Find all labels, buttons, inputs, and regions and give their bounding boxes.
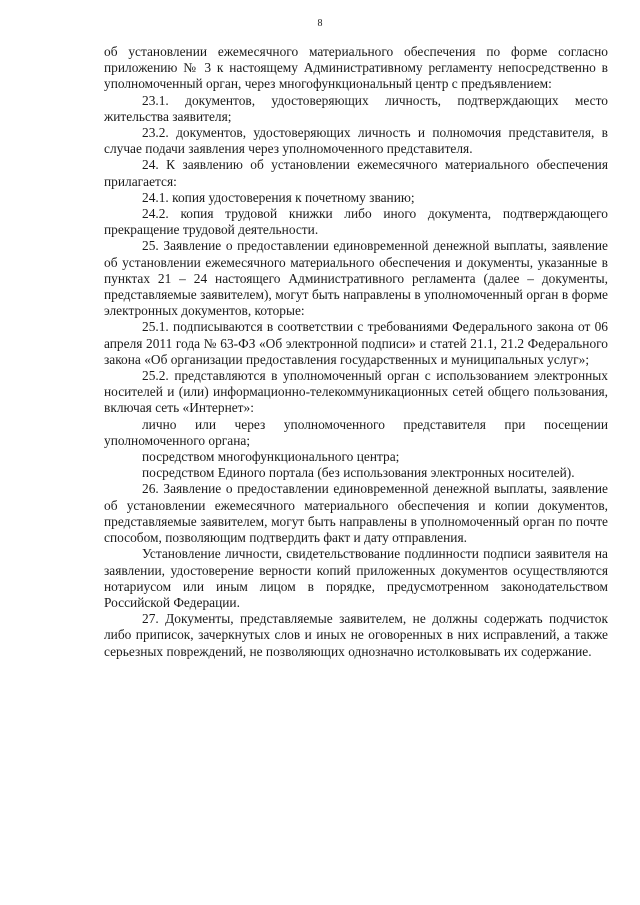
paragraph-24-2: 24.2. копия трудовой книжки либо иного документа, подтверждающего прекращение трудовой деятельности. <box>104 206 608 238</box>
paragraph-24: 24. К заявлению об установлении ежемесячного материального обеспечения прилагается: <box>104 157 608 189</box>
paragraph-25: 25. Заявление о предоставлении единовременной денежной выплаты, заявление об установлении ежемесячного материального обеспечения и документы, указанные в пунктах 21 – 24 настоящего Административного регламента (далее – документы, представляемые заявителем), могут быть направлены в уполномоченный орган в форме электронных документов, которые: <box>104 238 608 319</box>
paragraph-25-2-item-personally: лично или через уполномоченного представителя при посещении уполномоченного органа; <box>104 416 608 448</box>
paragraph-25-2-item-mfc: посредством многофункционального центра; <box>142 449 400 465</box>
page-number: 8 <box>317 18 323 29</box>
paragraph-26: 26. Заявление о предоставлении единовременной денежной выплаты, заявление об установлении ежемесячного материального обеспечения и копии документов, представляемые заявителем, могут быть направлены в уполномоченный орган по почте способом, позволяющим подтвердить факт и дату отправления. <box>104 481 608 546</box>
paragraph-25-2-item-portal: посредством Единого портала (без использования электронных носителей). <box>142 465 575 481</box>
paragraph-24-1: 24.1. копия удостоверения к почетному званию; <box>142 189 415 205</box>
paragraph-27: 27. Документы, представляемые заявителем, не должны содержать подчисток либо приписок, зачеркнутых слов и иных не оговоренных в них исправлений, а также серьезных повреждений, не позволяющих однозначно истолковывать их содержание. <box>104 611 608 659</box>
paragraph-continuation: об установлении ежемесячного материального обеспечения по форме согласно приложению № 3 к настоящему Административному регламенту непосредственно в уполномоченный орган, через многофункциональный центр с предъявлением: <box>104 44 608 92</box>
paragraph-23-2: 23.2. документов, удостоверяющих личность и полномочия представителя, в случае подачи заявления через уполномоченного представителя. <box>104 125 608 157</box>
paragraph-25-2: 25.2. представляются в уполномоченный орган с использованием электронных носителей и (или) информационно-телекоммуникационных сетей общего пользования, включая сеть «Интернет»: <box>104 368 608 416</box>
paragraph-26-identity: Установление личности, свидетельствование подлинности подписи заявителя на заявлении, удостоверение верности копий приложенных документов осуществляются нотариусом или иным лицом в порядке, предусмотренном законодательством Российской Федерации. <box>104 546 608 610</box>
paragraph-23-1: 23.1. документов, удостоверяющих личность, подтверждающих место жительства заявителя; <box>104 92 608 124</box>
document-body <box>104 44 608 660</box>
paragraph-25-1: 25.1. подписываются в соответствии с требованиями Федерального закона от 06 апреля 2011 года № 63-ФЗ «Об электронной подписи» и статей 21.1, 21.2 Федерального закона «Об организации предоставления государственных и муниципальных услуг»; <box>104 319 608 367</box>
